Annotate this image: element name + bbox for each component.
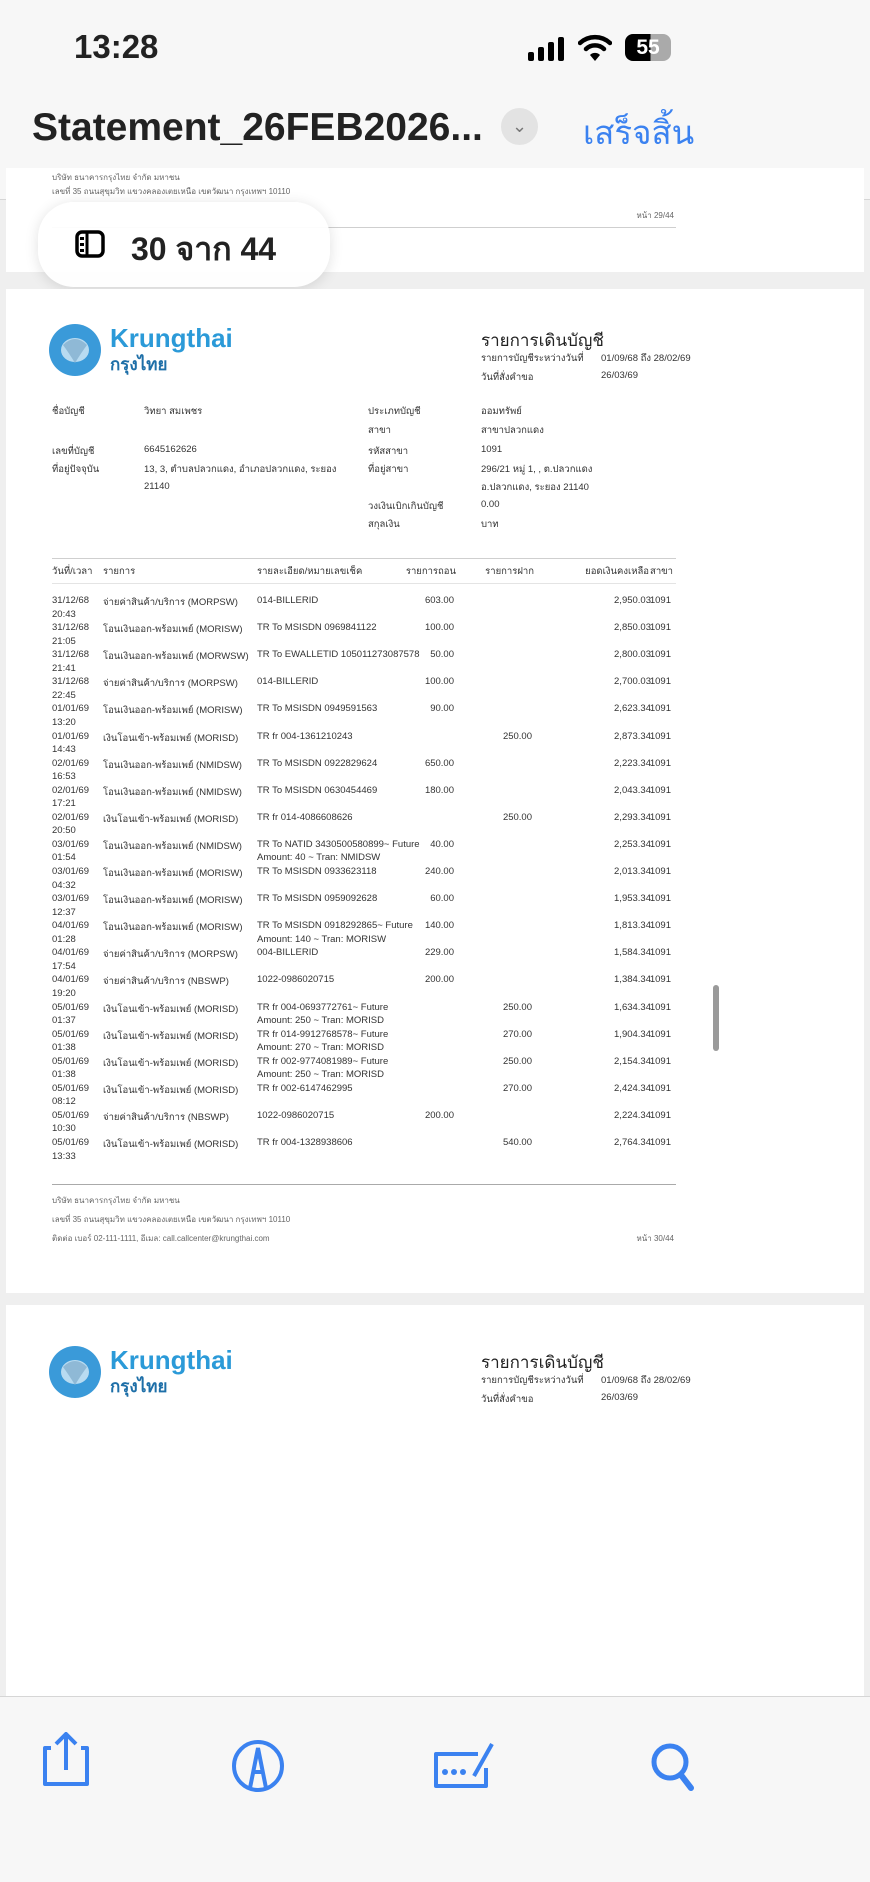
- account-field-label: ที่อยู่สาขา: [368, 464, 409, 475]
- row-withdraw: 140.00: [424, 920, 454, 932]
- row-balance: 2,253.34: [614, 838, 651, 850]
- row-branch: 1091: [649, 1001, 671, 1013]
- row-type: จ่ายค่าสินค้า/บริการ (MORPSW): [103, 949, 238, 961]
- row-deposit: 270.00: [502, 1028, 532, 1040]
- row-branch: 1091: [649, 947, 671, 959]
- pdf-page-30: [6, 289, 864, 1293]
- period-value: 01/09/68 ถึง 28/02/69: [601, 1375, 691, 1386]
- row-date: 05/01/69: [52, 1109, 89, 1121]
- row-withdraw: 60.00: [430, 893, 454, 905]
- row-type: จ่ายค่าสินค้า/บริการ (MORPSW): [103, 678, 238, 690]
- row-time: 10:30: [52, 1123, 76, 1135]
- search-icon[interactable]: [645, 1732, 705, 1792]
- share-icon[interactable]: [35, 1732, 95, 1792]
- thumbnails-icon: [75, 230, 105, 258]
- footer-address: เลขที่ 35 ถนนสุขุมวิท แขวงคลองเตยเหนือ เขตวัฒนา กรุงเทพฯ 10110: [52, 187, 291, 196]
- row-branch: 1091: [649, 893, 671, 905]
- row-time: 17:54: [52, 960, 76, 972]
- krungthai-logo: [48, 1345, 102, 1399]
- row-withdraw: 240.00: [424, 866, 454, 877]
- row-branch: 1091: [649, 1028, 671, 1040]
- row-balance: 2,700.03: [614, 676, 651, 688]
- signature-icon[interactable]: [430, 1732, 496, 1792]
- row-type: โอนเงินออก-พร้อมเพย์ (MORISW): [103, 895, 243, 907]
- row-branch: 1091: [649, 784, 671, 796]
- page-number: หน้า 29/44: [636, 211, 674, 220]
- row-date: 05/01/69: [52, 1001, 89, 1013]
- row-deposit: 270.00: [502, 1082, 532, 1094]
- account-field-label: รหัสสาขา: [368, 446, 409, 457]
- row-time: 22:45: [52, 689, 76, 701]
- row-type: เงินโอนเข้า-พร้อมเพย์ (MORISD): [103, 1003, 239, 1015]
- account-field-label: ประเภทบัญชี: [368, 406, 421, 417]
- row-type: โอนเงินออก-พร้อมเพย์ (MORWSW): [103, 651, 249, 663]
- request-date-value: 26/03/69: [601, 370, 638, 381]
- row-detail: TR To MSISDN 0949591563: [257, 703, 378, 715]
- row-type: จ่ายค่าสินค้า/บริการ (MORPSW): [103, 597, 238, 608]
- row-withdraw: 100.00: [424, 622, 454, 634]
- status-bar: [0, 0, 870, 100]
- row-detail: TR To MSISDN 0630454469: [257, 784, 378, 796]
- row-time: 01:37: [52, 1015, 76, 1026]
- period-label: รายการบัญชีระหว่างวันที่: [481, 353, 584, 364]
- row-detail: TR fr 014-9912768578~ Future: [257, 1028, 389, 1040]
- row-detail-2: Amount: 140 ~ Tran: MORISW: [257, 933, 387, 945]
- row-balance: 1,813.34: [614, 920, 651, 932]
- row-type: เงินโอนเข้า-พร้อมเพย์ (MORISD): [103, 813, 239, 825]
- column-header: วันที่/เวลา: [52, 566, 93, 577]
- statement-title: รายการเดินบัญชี: [481, 331, 604, 350]
- row-detail: TR fr 004-0693772761~ Future: [257, 1001, 389, 1013]
- row-balance: 2,154.34: [614, 1055, 651, 1067]
- markup-icon[interactable]: [228, 1732, 288, 1792]
- row-balance: 2,013.34: [614, 866, 651, 877]
- row-detail: TR To EWALLETID 105011273087578: [257, 649, 420, 661]
- row-time: 01:28: [52, 933, 76, 945]
- row-branch: 1091: [649, 703, 671, 715]
- row-withdraw: 50.00: [430, 649, 454, 661]
- row-date: 31/12/68: [52, 622, 89, 634]
- row-withdraw: 229.00: [424, 947, 454, 959]
- row-branch: 1091: [649, 974, 671, 986]
- row-balance: 2,950.03: [614, 595, 651, 606]
- row-type: โอนเงินออก-พร้อมเพย์ (NMIDSW): [103, 840, 242, 852]
- row-balance: 2,293.34: [614, 811, 651, 823]
- row-type: โอนเงินออก-พร้อมเพย์ (NMIDSW): [103, 786, 242, 798]
- row-balance: 2,800.03: [614, 649, 651, 661]
- row-detail: 004-BILLERID: [257, 947, 319, 959]
- row-time: 01:38: [52, 1069, 76, 1081]
- column-header: ยอดเงินคงเหลือ: [585, 566, 649, 577]
- row-balance: 2,623.34: [614, 703, 651, 715]
- row-date: 02/01/69: [52, 811, 89, 823]
- account-field-value: 1091: [481, 444, 503, 455]
- row-detail-2: Amount: 40 ~ Tran: NMIDSW: [257, 852, 381, 864]
- row-type: จ่ายค่าสินค้า/บริการ (NBSWP): [103, 976, 229, 988]
- account-field-value: 13, 3, ตำบลปลวกแดง, อำเภอปลวกแดง, ระยอง: [144, 464, 337, 475]
- row-time: 04:32: [52, 879, 76, 891]
- row-date: 04/01/69: [52, 920, 89, 932]
- row-balance: 1,384.34: [614, 974, 651, 986]
- row-detail: TR fr 004-1328938606: [257, 1137, 353, 1148]
- row-balance: 2,850.03: [614, 622, 651, 634]
- clock: 13:28: [74, 28, 159, 65]
- row-type: โอนเงินออก-พร้อมเพย์ (MORISW): [103, 922, 243, 934]
- row-time: 20:50: [52, 825, 76, 837]
- footer-company: บริษัท ธนาคารกรุงไทย จำกัด มหาชน: [52, 1196, 180, 1205]
- row-detail: TR To MSISDN 0959092628: [257, 893, 378, 905]
- account-field-label: ชื่อบัญชี: [52, 406, 85, 417]
- row-withdraw: 100.00: [424, 676, 454, 688]
- account-field-value: บาท: [481, 519, 499, 530]
- account-field-value: สาขาปลวกแดง: [481, 425, 544, 436]
- row-detail: TR To NATID 3430500580899~ Future: [257, 838, 420, 850]
- row-detail: TR To MSISDN 0933623118: [257, 866, 377, 877]
- row-detail: TR To MSISDN 0918292865~ Future: [257, 920, 413, 932]
- statement-title: รายการเดินบัญชี: [481, 1353, 604, 1372]
- row-detail: TR fr 004-1361210243: [257, 730, 353, 742]
- row-deposit: 250.00: [502, 811, 532, 823]
- account-field-value: 0.00: [481, 499, 500, 510]
- document-title[interactable]: Statement_26FEB2026...: [32, 106, 483, 149]
- row-withdraw: 603.00: [424, 595, 454, 606]
- row-date: 01/01/69: [52, 730, 89, 742]
- row-date: 05/01/69: [52, 1028, 89, 1040]
- row-time: 14:43: [52, 744, 76, 755]
- chevron-down-icon[interactable]: ⌄: [501, 108, 538, 145]
- row-type: เงินโอนเข้า-พร้อมเพย์ (MORISD): [103, 1030, 239, 1042]
- row-balance: 2,873.34: [614, 730, 651, 742]
- row-balance: 1,634.34: [614, 1001, 651, 1013]
- row-date: 31/12/68: [52, 649, 89, 661]
- row-type: โอนเงินออก-พร้อมเพย์ (MORISW): [103, 705, 243, 717]
- row-time: 13:33: [52, 1150, 76, 1162]
- row-time: 01:54: [52, 852, 76, 864]
- row-date: 05/01/69: [52, 1055, 89, 1067]
- krungthai-logo: [48, 323, 102, 377]
- row-detail: 014-BILLERID: [257, 676, 319, 688]
- row-branch: 1091: [649, 920, 671, 932]
- row-date: 31/12/68: [52, 595, 89, 606]
- account-field-label: สาขา: [368, 425, 391, 436]
- bottom-toolbar: [0, 1696, 870, 1882]
- row-withdraw: 200.00: [424, 1109, 454, 1121]
- row-withdraw: 180.00: [424, 784, 454, 796]
- row-branch: 1091: [649, 622, 671, 634]
- row-detail-2: Amount: 270 ~ Tran: MORISD: [257, 1042, 384, 1054]
- row-branch: 1091: [649, 730, 671, 742]
- row-branch: 1091: [649, 1109, 671, 1121]
- row-withdraw: 650.00: [424, 757, 454, 769]
- page-number: หน้า 30/44: [636, 1234, 674, 1243]
- row-date: 01/01/69: [52, 703, 89, 715]
- row-type: โอนเงินออก-พร้อมเพย์ (MORISW): [103, 868, 243, 879]
- row-time: 20:43: [52, 608, 76, 620]
- footer-address: เลขที่ 35 ถนนสุขุมวิท แขวงคลองเตยเหนือ เขตวัฒนา กรุงเทพฯ 10110: [52, 1215, 291, 1224]
- row-date: 05/01/69: [52, 1137, 89, 1148]
- row-detail: TR fr 014-4086608626: [257, 811, 353, 823]
- column-header: สาขา: [650, 566, 673, 577]
- account-field-value: อ.ปลวกแดง, ระยอง 21140: [481, 482, 589, 493]
- period-label: รายการบัญชีระหว่างวันที่: [481, 1375, 584, 1386]
- row-branch: 1091: [649, 838, 671, 850]
- request-date-value: 26/03/69: [601, 1392, 638, 1403]
- column-header: รายการ: [103, 566, 136, 577]
- row-balance: 2,424.34: [614, 1082, 651, 1094]
- account-field-label: ที่อยู่ปัจจุบัน: [52, 464, 100, 475]
- row-balance: 1,584.34: [614, 947, 651, 959]
- row-balance: 1,953.34: [614, 893, 651, 905]
- logo-text-en: Krungthai: [110, 323, 233, 353]
- row-time: 08:12: [52, 1096, 76, 1108]
- row-date: 03/01/69: [52, 838, 89, 850]
- row-date: 31/12/68: [52, 676, 89, 688]
- column-header: รายการถอน: [405, 566, 456, 577]
- row-date: 02/01/69: [52, 757, 89, 769]
- request-date-label: วันที่สั่งคำขอ: [481, 1394, 534, 1405]
- signal-icon: [528, 37, 568, 61]
- row-balance: 2,043.34: [614, 784, 651, 796]
- row-branch: 1091: [649, 676, 671, 688]
- row-branch: 1091: [649, 595, 671, 606]
- row-time: 12:37: [52, 906, 76, 918]
- account-field-value: ออมทรัพย์: [481, 406, 522, 417]
- row-type: เงินโอนเข้า-พร้อมเพย์ (MORISD): [103, 732, 239, 744]
- row-detail: TR fr 002-6147462995: [257, 1082, 353, 1094]
- row-date: 04/01/69: [52, 947, 89, 959]
- logo-text-th: กรุงไทย: [110, 1377, 168, 1396]
- row-detail: TR fr 002-9774081989~ Future: [257, 1055, 389, 1067]
- row-type: เงินโอนเข้า-พร้อมเพย์ (MORISD): [103, 1057, 239, 1069]
- account-field-label: เลขที่บัญชี: [52, 446, 95, 457]
- done-button[interactable]: เสร็จสิ้น: [583, 114, 695, 151]
- logo-text-th: กรุงไทย: [110, 355, 168, 374]
- row-date: 03/01/69: [52, 866, 89, 877]
- row-detail: TR To MSISDN 0922829624: [257, 757, 378, 769]
- row-branch: 1091: [649, 866, 671, 877]
- account-field-value: 21140: [144, 481, 170, 492]
- row-type: เงินโอนเข้า-พร้อมเพย์ (MORISD): [103, 1139, 239, 1150]
- period-value: 01/09/68 ถึง 28/02/69: [601, 353, 691, 364]
- row-branch: 1091: [649, 811, 671, 823]
- row-time: 01:38: [52, 1042, 76, 1054]
- row-detail-2: Amount: 250 ~ Tran: MORISD: [257, 1015, 384, 1026]
- row-branch: 1091: [649, 1055, 671, 1067]
- row-detail-2: Amount: 250 ~ Tran: MORISD: [257, 1069, 384, 1081]
- column-header: รายละเอียด/หมายเลขเช็ค: [257, 566, 363, 577]
- row-withdraw: 40.00: [430, 838, 454, 850]
- logo-text-en: Krungthai: [110, 1345, 233, 1375]
- row-type: โอนเงินออก-พร้อมเพย์ (NMIDSW): [103, 759, 242, 771]
- row-detail: 1022-0986020715: [257, 974, 335, 986]
- account-field-value: 6645162626: [144, 444, 197, 455]
- row-date: 03/01/69: [52, 893, 89, 905]
- row-time: 16:53: [52, 771, 76, 783]
- row-branch: 1091: [649, 649, 671, 661]
- row-deposit: 250.00: [502, 1055, 532, 1067]
- row-date: 04/01/69: [52, 974, 89, 986]
- page-indicator-text: 30 จาก 44: [131, 231, 277, 267]
- row-withdraw: 90.00: [430, 703, 454, 715]
- footer-company: บริษัท ธนาคารกรุงไทย จำกัด มหาชน: [52, 173, 180, 182]
- row-deposit: 250.00: [502, 730, 532, 742]
- row-branch: 1091: [649, 757, 671, 769]
- row-date: 02/01/69: [52, 784, 89, 796]
- request-date-label: วันที่สั่งคำขอ: [481, 372, 534, 383]
- account-field-value: วิทยา สมเพชร: [144, 406, 203, 417]
- row-time: 13:20: [52, 716, 76, 728]
- row-type: โอนเงินออก-พร้อมเพย์ (MORISW): [103, 624, 243, 636]
- account-field-value: 296/21 หมู่ 1, , ต.ปลวกแดง: [481, 464, 593, 475]
- column-header: รายการฝาก: [485, 566, 534, 577]
- row-type: จ่ายค่าสินค้า/บริการ (NBSWP): [103, 1111, 229, 1123]
- row-time: 19:20: [52, 987, 76, 999]
- battery-icon: 55: [625, 34, 671, 61]
- row-time: 21:05: [52, 635, 76, 647]
- page-indicator: [38, 202, 330, 287]
- row-type: เงินโอนเข้า-พร้อมเพย์ (MORISD): [103, 1084, 239, 1096]
- pdf-page-31: [6, 1305, 864, 1696]
- row-balance: 2,764.34: [614, 1137, 651, 1148]
- scrollbar[interactable]: [713, 985, 719, 1051]
- row-balance: 1,904.34: [614, 1028, 651, 1040]
- row-time: 17:21: [52, 798, 76, 810]
- row-deposit: 540.00: [502, 1137, 532, 1148]
- row-branch: 1091: [649, 1137, 671, 1148]
- row-balance: 2,223.34: [614, 757, 651, 769]
- row-branch: 1091: [649, 1082, 671, 1094]
- footer-contact: ติดต่อ เบอร์ 02-111-1111, อีเมล: call.callcenter@krungthai.com: [52, 1234, 270, 1243]
- row-balance: 2,224.34: [614, 1109, 651, 1121]
- row-time: 21:41: [52, 662, 76, 674]
- wifi-icon: [578, 34, 612, 62]
- account-field-label: สกุลเงิน: [368, 519, 400, 530]
- row-detail: 014-BILLERID: [257, 595, 319, 606]
- account-field-label: วงเงินเบิกเกินบัญชี: [368, 501, 444, 512]
- row-withdraw: 200.00: [424, 974, 454, 986]
- row-detail: TR To MSISDN 0969841122: [257, 622, 377, 634]
- row-deposit: 250.00: [502, 1001, 532, 1013]
- row-detail: 1022-0986020715: [257, 1109, 335, 1121]
- row-date: 05/01/69: [52, 1082, 89, 1094]
